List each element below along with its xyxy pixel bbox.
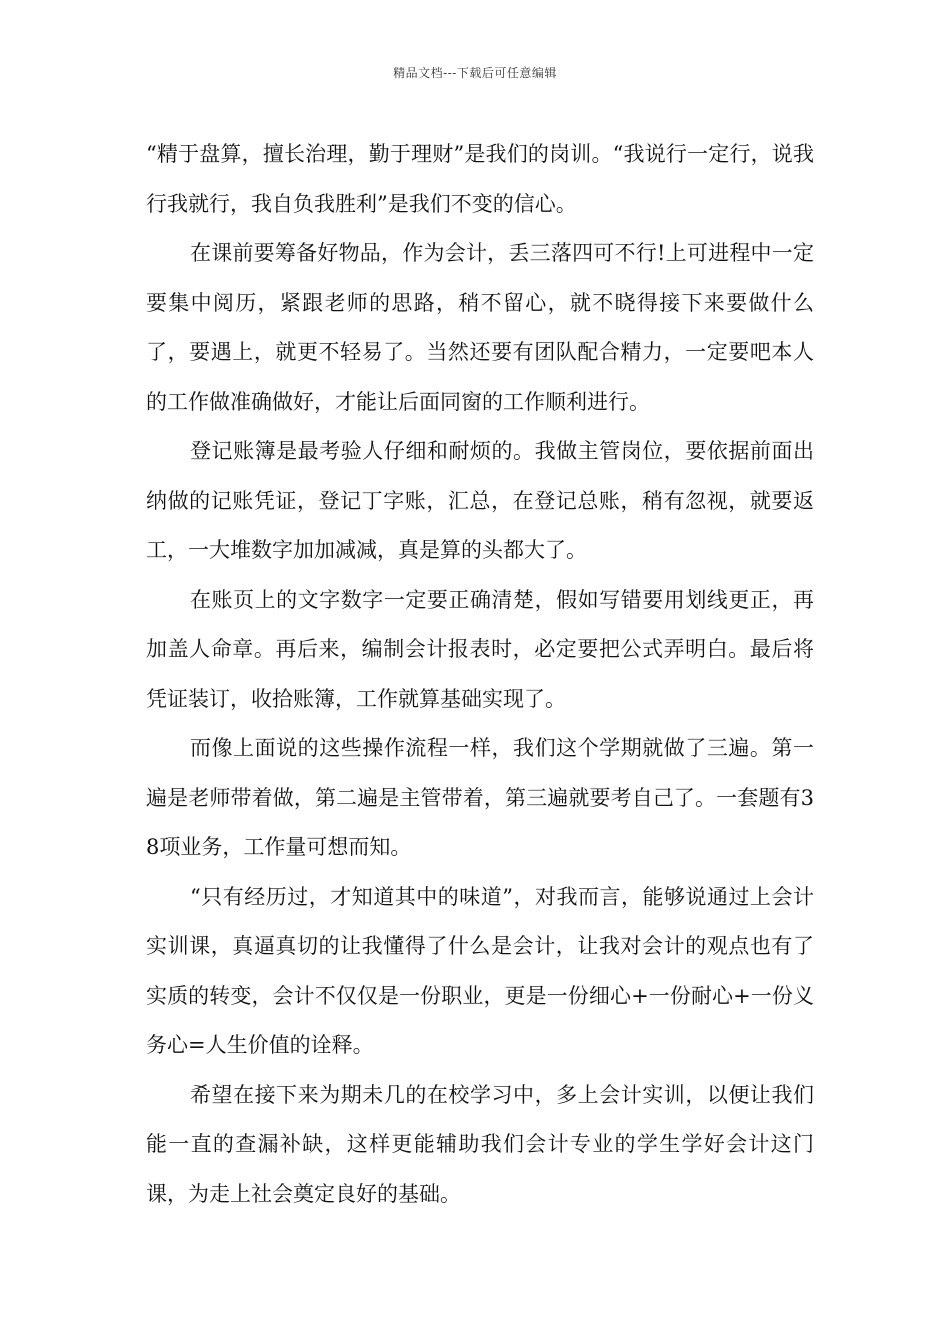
paragraph-2: 在课前要筹备好物品，作为会计，丢三落四可不行!上可进程中一定要集中阅历，紧跟老师的思路，稍不留心，就不晓得接下来要做什么了，要遇上，就更不轻易了。当然还要有团队配合精力，一定要吧本人的工作做准确做好，才能让后面同窗的工作顺利进行。	[146, 241, 814, 414]
paragraph-6: “只有经历过，才知道其中的味道”，对我而言，能够说通过上会计实训课，真逼真切的让我懂得了什么是会计，让我对会计的观点也有了实质的转变，会计不仅仅是一份职业，更是一份细心+一份耐心+一份义务心=人生价值的诠释。	[146, 884, 814, 1057]
paragraph-4: 在账页上的文字数字一定要正确清楚，假如写错要用划线更正，再加盖人命章。再后来，编制会计报表时，必定要把公式弄明白。最后将凭证装订，收拾账簿，工作就算基础实现了。	[146, 587, 814, 711]
paragraph-7: 希望在接下来为期未几的在校学习中，多上会计实训，以便让我们能一直的查漏补缺，这样更能辅助我们会计专业的学生学好会计这门课，为走上社会奠定良好的基础。	[146, 1082, 814, 1206]
paragraph-5: 而像上面说的这些操作流程一样，我们这个学期就做了三遍。第一遍是老师带着做，第二遍是主管带着，第三遍就要考自己了。一套题有38项业务，工作量可想而知。	[146, 736, 814, 859]
paragraph-1: “精于盘算，擅长治理，勤于理财”是我们的岗训。“我说行一定行，说我行我就行，我自负我胜利”是我们不变的信心。	[146, 142, 814, 216]
page-header: 精品文档---下载后可任意编辑	[393, 66, 557, 80]
document-body	[146, 130, 814, 1219]
paragraph-3: 登记账簿是最考验人仔细和耐烦的。我做主管岗位，要依据前面出纳做的记账凭证，登记丁字账，汇总，在登记总账，稍有忽视，就要返工，一大堆数字加加减减，真是算的头都大了。	[146, 439, 814, 562]
